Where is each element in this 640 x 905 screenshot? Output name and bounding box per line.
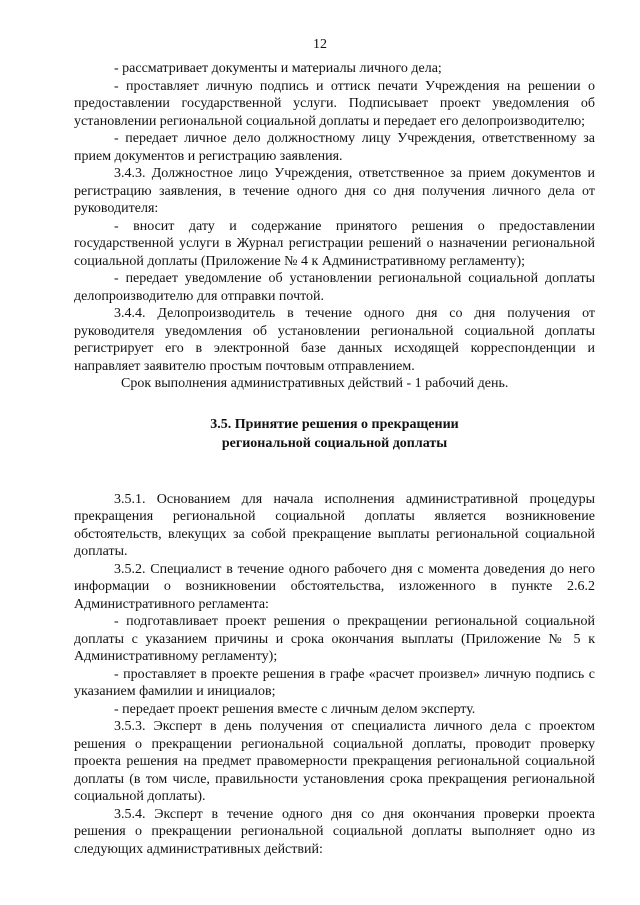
section-heading-line: 3.5. Принятие решения о прекращении: [210, 416, 459, 432]
paragraph: 3.5.3. Эксперт в день получения от специалиста личного дела с проектом решения о прекращении региональной социальной доплаты, проводит проверку проекта решения на предмет правомерности прекращения региональной социальной доплаты (в том числе, правильности установления срока прекращения региональной социальной доплаты).: [74, 719, 595, 804]
paragraph: - подготавливает проект решения о прекращении региональной социальной доплаты с указанием причины и срока окончания выплаты (Приложение № 5 к Административному регламенту);: [74, 614, 595, 664]
paragraph: 3.5.1. Основанием для начала исполнения административной процедуры прекращения региональной социальной доплаты является возникновение обстоятельств, влекущих за собой прекращение выплаты региональной социальной доплаты.: [74, 491, 595, 559]
paragraph: 3.5.4. Эксперт в течение одного дня со дня окончания проверки проекта решения о прекращении региональной социальной доплаты выполняет одно из следующих административных действий:: [74, 806, 595, 857]
paragraph: 3.5.2. Специалист в течение одного рабочего дня с момента доведения до него информации о возникновении обстоятельства, изложенного в пункте 2.6.2 Административного регламента:: [74, 561, 595, 612]
paragraph: - рассматривает документы и материалы личного дела;: [114, 61, 442, 76]
page-number: 12: [313, 37, 327, 52]
paragraph: Срок выполнения административных действий - 1 рабочий день.: [121, 376, 509, 391]
paragraph: - вносит дату и содержание принятого решения о предоставлении государственной услуги в Журнал регистрации решений о назначении региональной социальной доплаты (Приложение № 4 к Административному регламенту);: [74, 218, 595, 269]
section-heading: [74, 415, 595, 453]
paragraph: - проставляет в проекте решения в графе «расчет произвел» личную подпись с указанием фамилии и инициалов;: [74, 666, 595, 699]
paragraph: 3.4.4. Делопроизводитель в течение одного дня со дня получения от руководителя уведомления об установлении региональной социальной доплаты регистрирует его в электронной базе данных исходящей корреспонденции и направляет заявителю простым почтовым отправлением.: [74, 306, 595, 374]
paragraph: - передает личное дело должностному лицу Учреждения, ответственному за прием документов и регистрацию заявления.: [74, 131, 595, 164]
section-heading-line: региональной социальной доплаты: [221, 435, 448, 451]
paragraph: 3.4.3. Должностное лицо Учреждения, ответственное за прием документов и регистрацию заявления, в течение одного дня со дня получения личного дела от руководителя:: [74, 166, 595, 216]
paragraph: - передает уведомление об установлении региональной социальной доплаты делопроизводителю для отправки почтой.: [74, 271, 595, 304]
document-body: [74, 60, 595, 858]
paragraph: - передает проект решения вместе с личным делом эксперту.: [114, 701, 476, 717]
paragraph: - проставляет личную подпись и оттиск печати Учреждения на решении о предоставлении государственной услуги. Подписывает проект уведомления об установлении региональной социальной доплаты и передает его делопроизводителю;: [74, 78, 595, 129]
